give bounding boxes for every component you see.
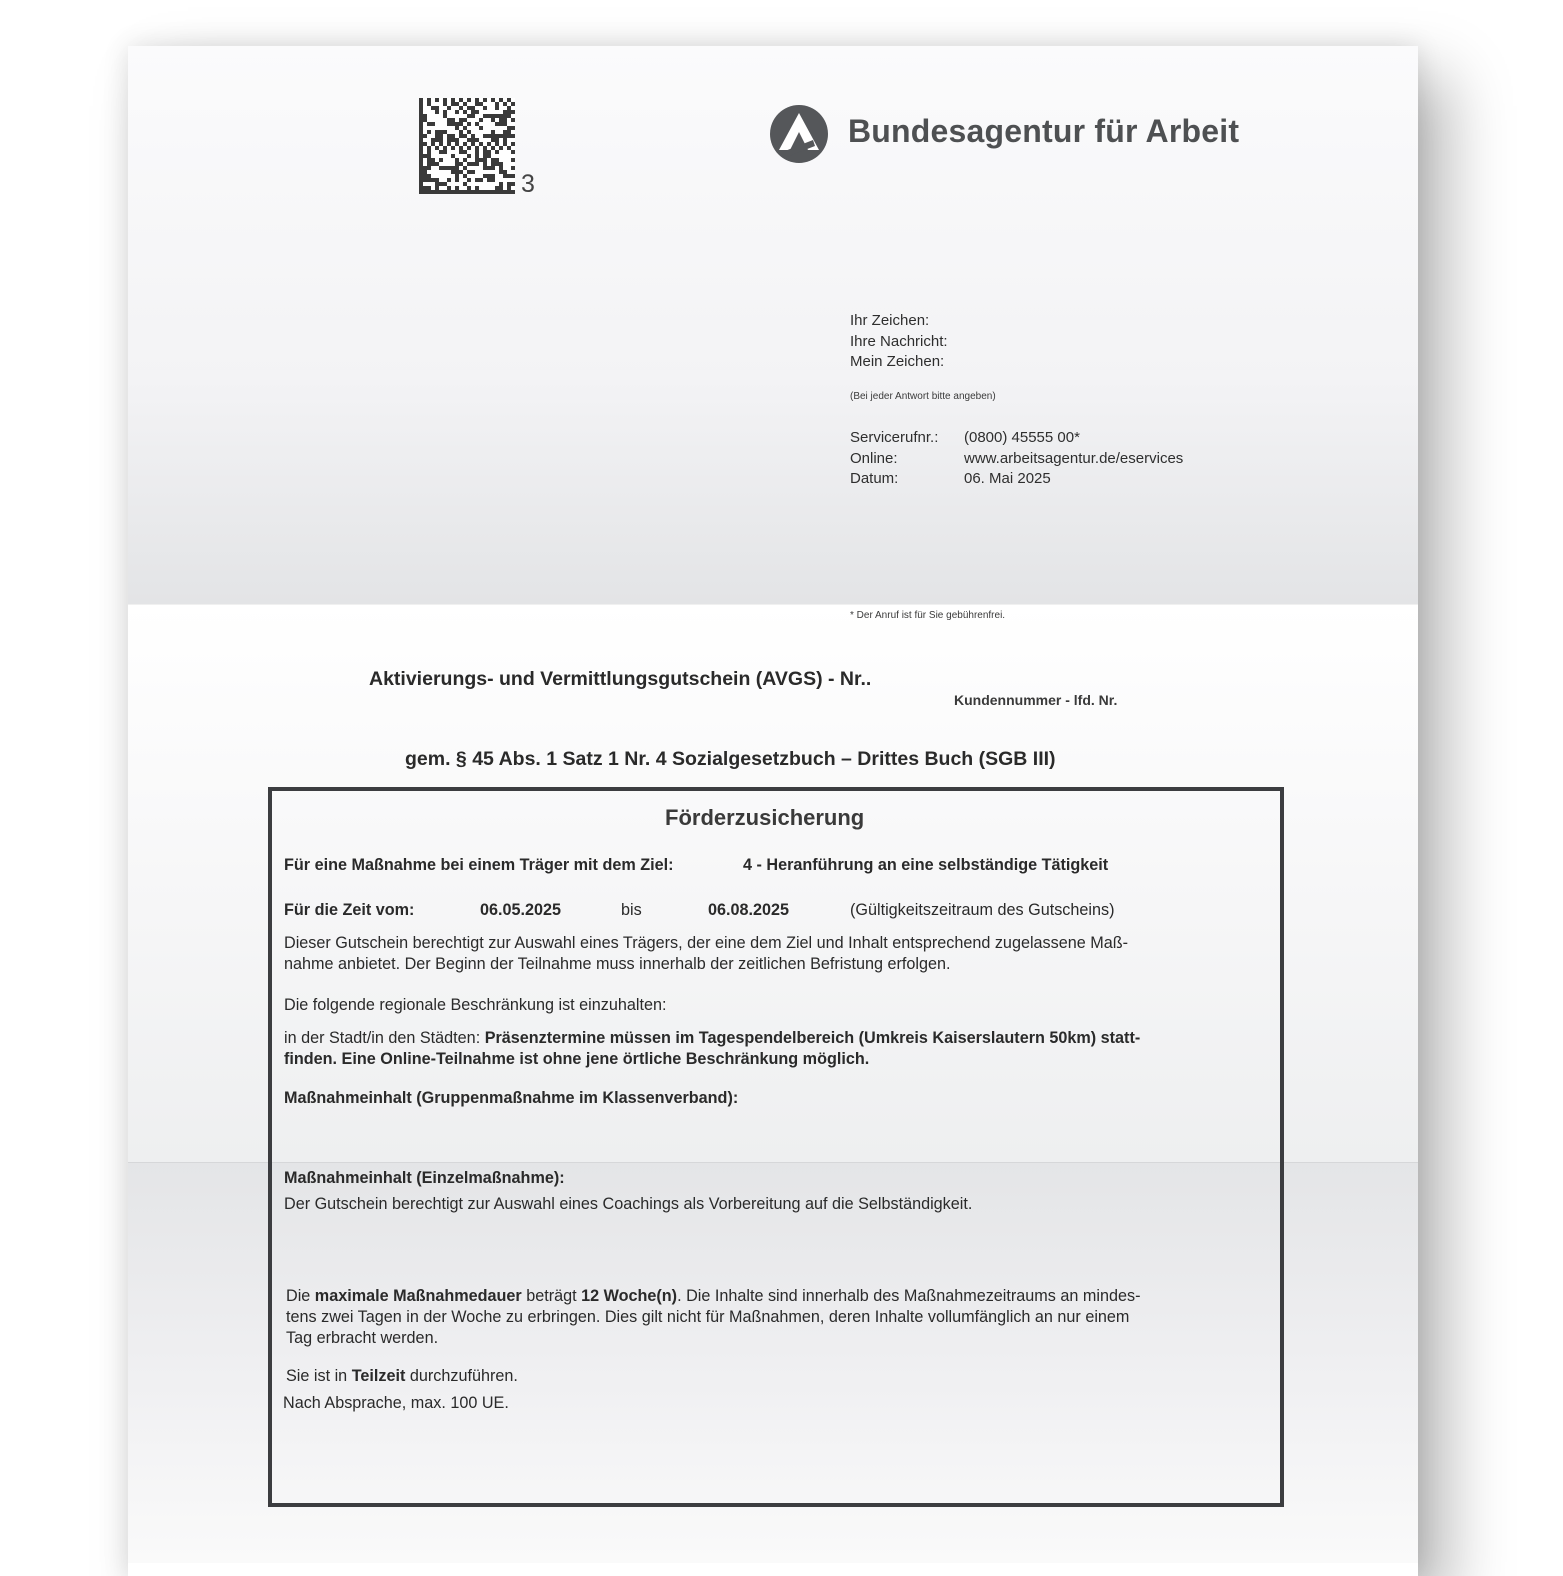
- single-measure-text: Der Gutschein berechtigt zur Auswahl eines Coachings als Vorbereitung auf die Selbständigkeit.: [284, 1195, 973, 1213]
- restriction-line-2: finden. Eine Online-Teilnahme ist ohne jene örtliche Beschränkung möglich.: [284, 1050, 870, 1068]
- parttime-prefix: Sie ist in: [286, 1367, 352, 1385]
- intro-line-2: nahme anbietet. Der Beginn der Teilnahme muss innerhalb der zeitlichen Befristung erfolgen.: [284, 955, 951, 973]
- agency-logo-icon: [769, 104, 829, 164]
- duration-mid: beträgt: [521, 1287, 582, 1305]
- agency-name: Bundesagentur für Arbeit: [848, 113, 1240, 149]
- group-measure-heading: Maßnahmeinhalt (Gruppenmaßnahme im Klassenverband):: [284, 1089, 739, 1107]
- single-measure-heading: Maßnahmeinhalt (Einzelmaßnahme):: [284, 1169, 565, 1187]
- mein-zeichen-label: Mein Zeichen:: [850, 353, 945, 370]
- reference-note: (Bei jeder Antwort bitte angeben): [850, 391, 996, 402]
- parttime-suffix: durchzuführen.: [405, 1367, 518, 1385]
- restriction-line-1: [284, 1029, 1140, 1048]
- period-from: 06.05.2025: [480, 901, 562, 919]
- period-to: 06.08.2025: [708, 901, 790, 919]
- restriction-heading: Die folgende regionale Beschränkung ist einzuhalten:: [284, 996, 667, 1014]
- contact-row-service: [850, 428, 1183, 449]
- period-note: (Gültigkeitszeitraum des Gutscheins): [850, 901, 1115, 919]
- parttime-line: [286, 1367, 518, 1386]
- duration-line-2: tens zwei Tagen in der Woche zu erbringen. Dies gilt nicht für Maßnahmen, deren Inhalte vollumfänglich an nur einem: [286, 1308, 1130, 1326]
- contact-block: [850, 428, 1183, 490]
- ihre-nachricht-label: Ihre Nachricht:: [850, 332, 948, 350]
- duration-rest: . Die Inhalte sind innerhalb des Maßnahmezeitraums an mindes-: [677, 1287, 1141, 1305]
- duration-line-1: [286, 1287, 1140, 1306]
- datum-label: Datum:: [850, 470, 899, 487]
- goal-value: 4 - Heranführung an eine selbständige Tätigkeit: [743, 856, 1109, 874]
- intro-line-1: Dieser Gutschein berechtigt zur Auswahl eines Trägers, der eine dem Ziel und Inhalt entsprechend zugelassene Maß-: [284, 934, 1129, 952]
- parttime-bold: Teilzeit: [351, 1367, 406, 1385]
- contact-row-online: [850, 449, 1183, 470]
- datum-value: 06. Mai 2025: [964, 470, 1051, 487]
- contact-row-datum: [850, 469, 1183, 490]
- fold-line-top: [128, 604, 1418, 605]
- online-label: Online:: [850, 449, 898, 467]
- box-title: Förderzusicherung: [665, 805, 865, 830]
- duration-bold-2: 12 Woche(n): [581, 1287, 678, 1305]
- customer-number-caption: Kundennummer - lfd. Nr.: [954, 692, 1118, 708]
- ihr-zeichen-label: Ihr Zeichen:: [850, 312, 930, 329]
- reference-block: [850, 311, 948, 373]
- voucher-title: Aktivierungs- und Vermittlungsgutschein (AVGS) - Nr..: [369, 668, 872, 690]
- period-label: Für die Zeit vom:: [284, 901, 415, 919]
- goal-label: Für eine Maßnahme bei einem Träger mit dem Ziel:: [284, 856, 674, 874]
- toll-free-note: * Der Anruf ist für Sie gebührenfrei.: [850, 610, 1006, 621]
- restriction-prefix: in der Stadt/in den Städten:: [284, 1029, 485, 1047]
- duration-line-3: Tag erbracht werden.: [286, 1329, 439, 1347]
- duration-die: Die: [286, 1287, 315, 1305]
- period-to-word: bis: [621, 901, 642, 919]
- law-reference-title: gem. § 45 Abs. 1 Satz 1 Nr. 4 Sozialgesetzbuch – Drittes Buch (SGB III): [405, 748, 1056, 770]
- online-value: www.arbeitsagentur.de/eservices: [964, 449, 1184, 467]
- service-value: (0800) 45555 00*: [964, 429, 1080, 446]
- datamatrix-barcode-icon: [418, 98, 516, 194]
- duration-bold-1: maximale Maßnahmedauer: [314, 1287, 522, 1305]
- restriction-bold-1: Präsenztermine müssen im Tagespendelbereich (Umkreis Kaiserslautern 50km) statt-: [484, 1029, 1141, 1047]
- agreement-line: Nach Absprache, max. 100 UE.: [283, 1394, 509, 1412]
- barcode-number: 3: [521, 170, 535, 198]
- service-label: Servicerufnr.:: [850, 429, 939, 446]
